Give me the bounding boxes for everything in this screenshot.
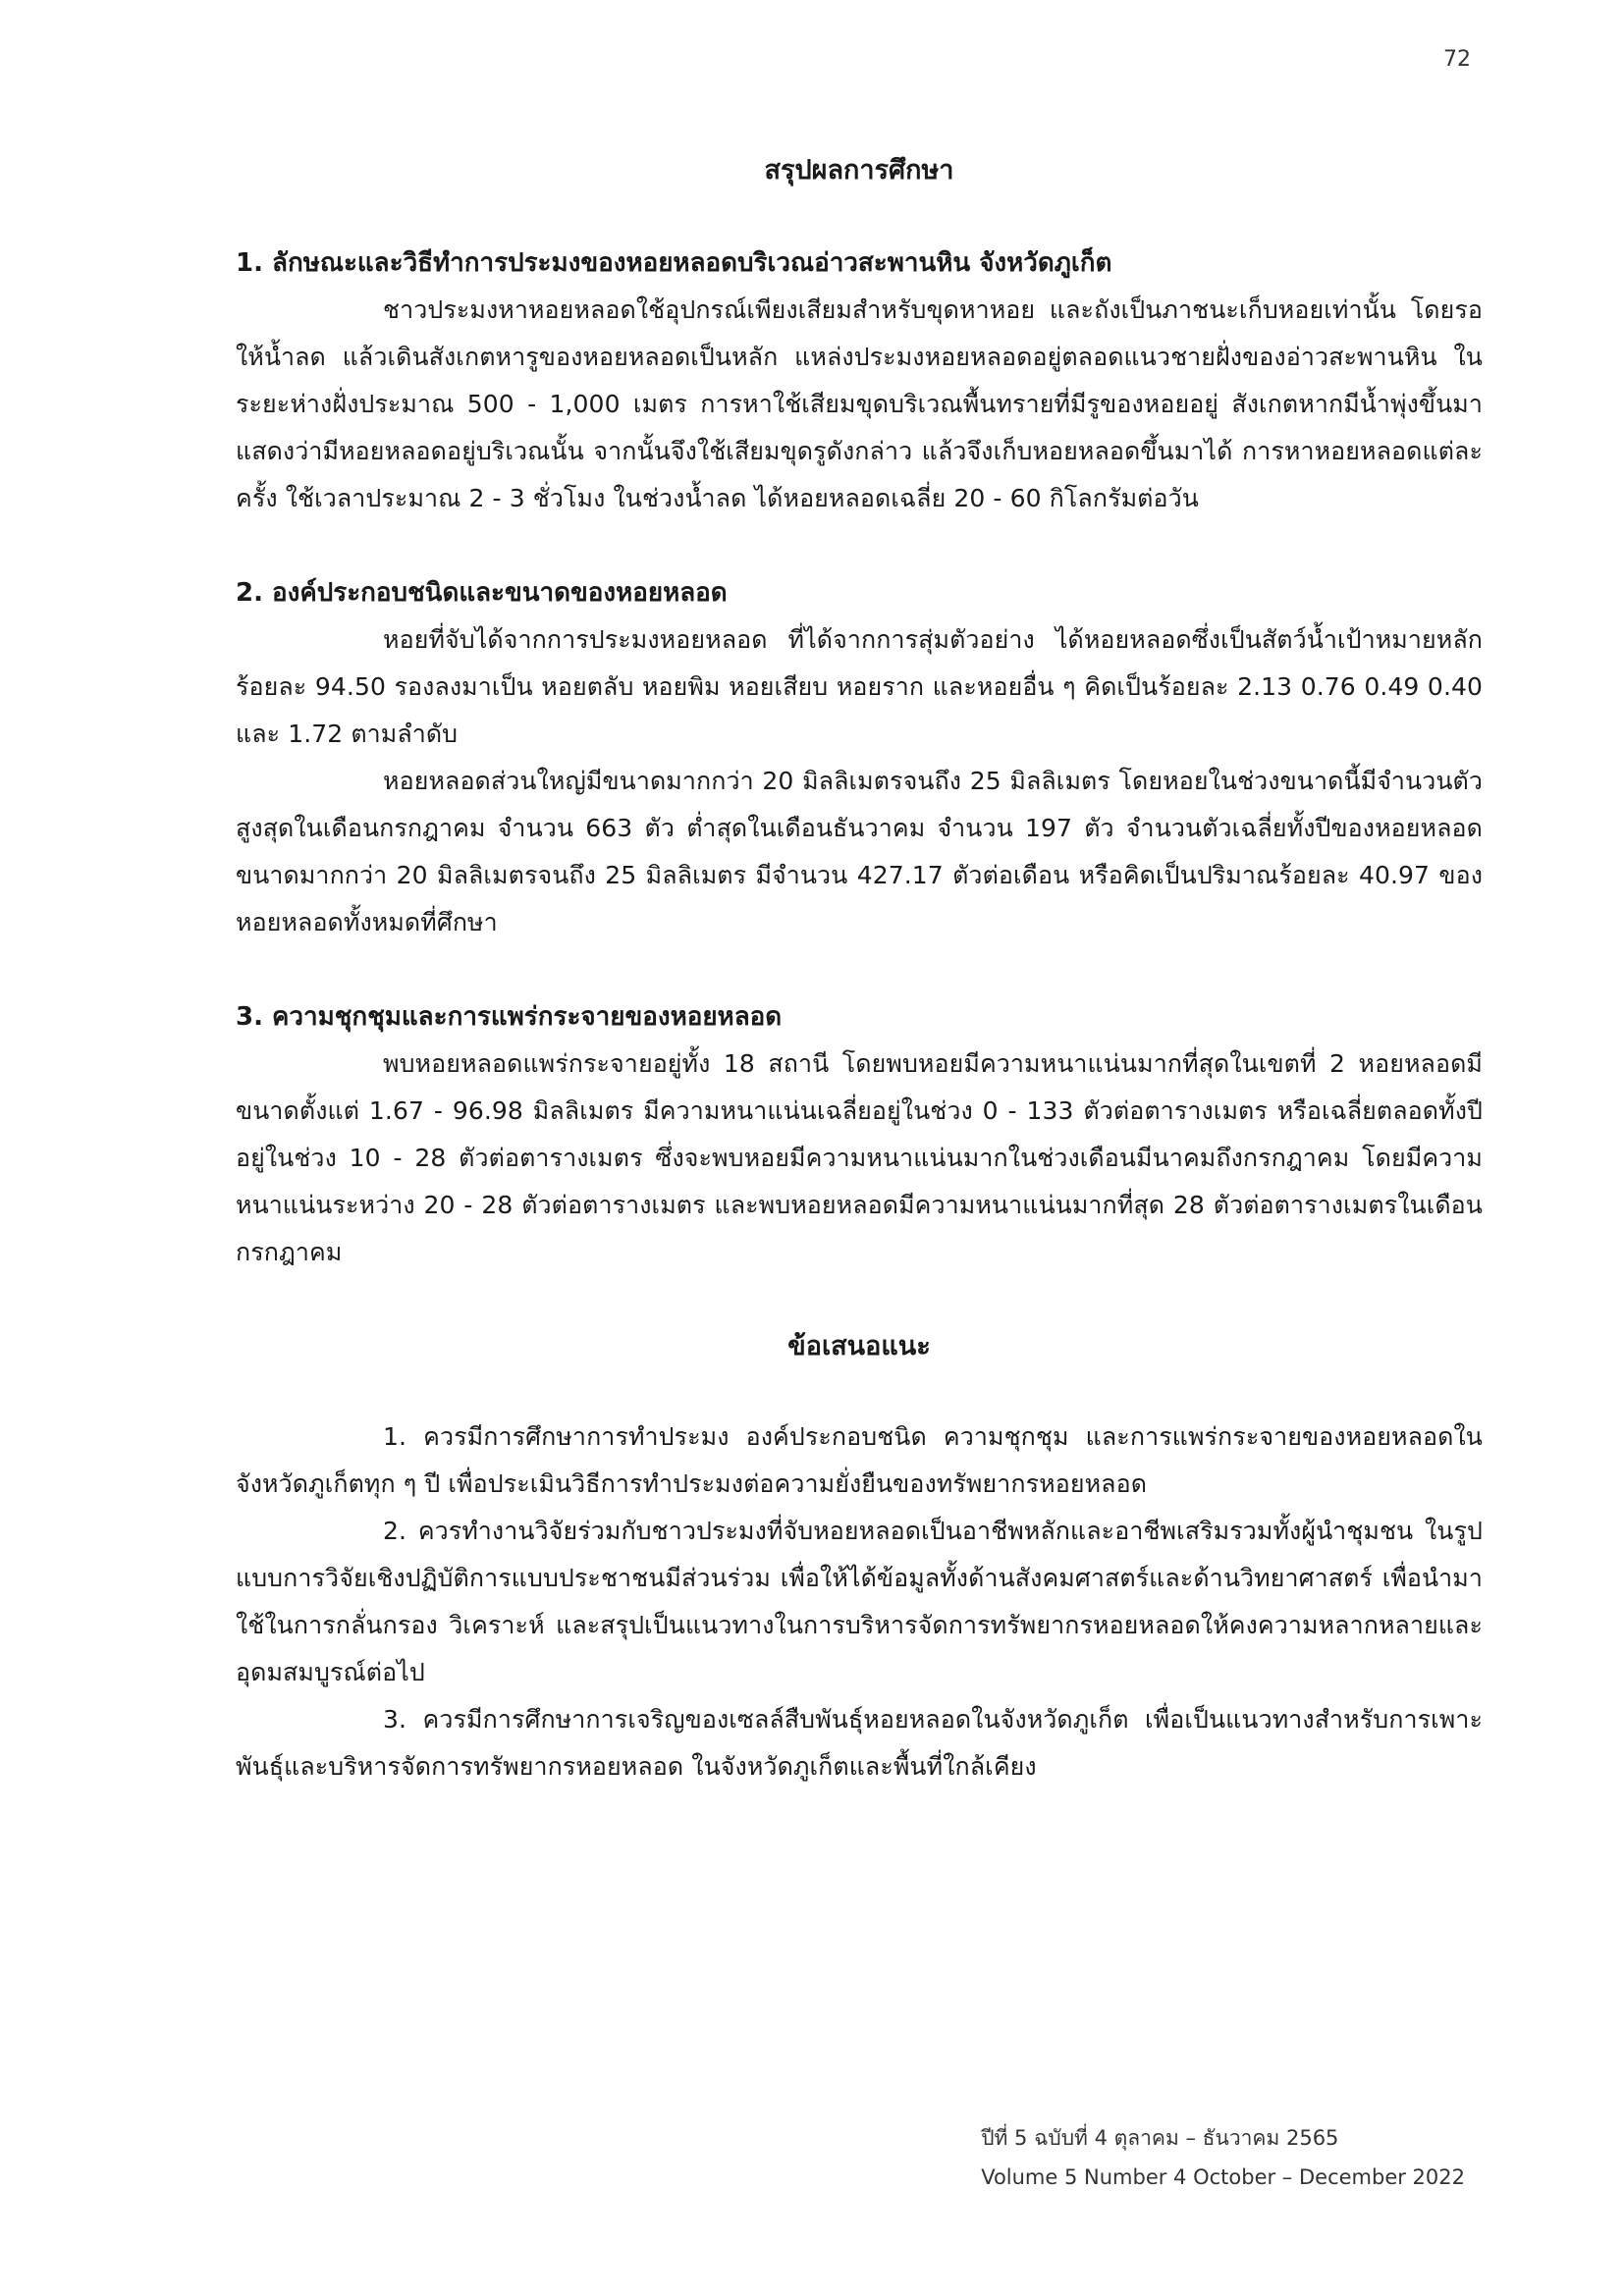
section-2 <box>236 569 1483 946</box>
paragraph: หอยหลอดส่วนใหญ่มีขนาดมากกว่า 20 มิลลิเมตรจนถึง 25 มิลลิเมตร โดยหอยในช่วงขนาดนี้มีจำนวนตัวสูงสุดในเดือนกรกฎาคม จำนวน 663 ตัว ต่ำสุดในเดือนธันวาคม จำนวน 197 ตัว จำนวนตัวเฉลี่ยทั้งปีของหอยหลอดขนาดมากกว่า 20 มิลลิเมตรจนถึง 25 มิลลิเมตร มีจำนวน 427.17 ตัวต่อเดือน หรือคิดเป็นปริมาณร้อยละ 40.97 ของหอยหลอดทั้งหมดที่ศึกษา <box>236 767 1483 936</box>
section-3 <box>236 993 1483 1276</box>
recommendations-list <box>236 1414 1483 1790</box>
recommendations-title: ข้อเสนอแนะ <box>787 1331 931 1362</box>
section-1 <box>236 240 1483 522</box>
footer-line-thai: ปีที่ 5 ฉบับที่ 4 ตุลาคม – ธันวาคม 2565 <box>981 2126 1339 2150</box>
page-number: 72 <box>1443 47 1471 72</box>
section-heading: 3. ความชุกชุมและการแพร่กระจายของหอยหลอด <box>236 1002 783 1032</box>
page-content <box>236 147 1483 1790</box>
section-heading: 2. องค์ประกอบชนิดและขนาดของหอยหลอด <box>236 578 728 608</box>
paragraph: ชาวประมงหาหอยหลอดใช้อุปกรณ์เพียงเสียมสำหรับขุดหาหอย และถังเป็นภาชนะเก็บหอยเท่านั้น โดยรอให้น้ำลด แล้วเดินสังเกตหารูของหอยหลอดเป็นหลัก แหล่งประมงหอยหลอดอยู่ตลอดแนวชายฝั่งของอ่าวสะพานหิน ในระยะห่างฝั่งประมาณ 500 - 1,000 เมตร การหาใช้เสียมขุดบริเวณพื้นทรายที่มีรูของหอยอยู่ สังเกตหากมีน้ำพุ่งขึ้นมา แสดงว่ามีหอยหลอดอยู่บริเวณนั้น จากนั้นจึงใช้เสียมขุดรูดังกล่าว แล้วจึงเก็บหอยหลอดขึ้นมาได้ การหาหอยหลอดแต่ละครั้ง ใช้เวลาประมาณ 2 - 3 ชั่วโมง ในช่วงน้ำลด ได้หอยหลอดเฉลี่ย 20 - 60 กิโลกรัมต่อวัน <box>236 295 1483 512</box>
page-title: สรุปผลการศึกษา <box>764 155 954 186</box>
recommendation-item: 1. ควรมีการศึกษาการทำประมง องค์ประกอบชนิด ความชุกชุม และการแพร่กระจายของหอยหลอดในจังหวัดภูเก็ตทุก ๆ ปี เพื่อประเมินวิธีการทำประมงต่อความยั่งยืนของทรัพยากรหอยหลอด <box>236 1422 1483 1498</box>
section-heading: 1. ลักษณะและวิธีทำการประมงของหอยหลอดบริเวณอ่าวสะพานหิน จังหวัดภูเก็ต <box>236 248 1112 278</box>
recommendation-item: 2. ควรทำงานวิจัยร่วมกับชาวประมงที่จับหอยหลอดเป็นอาชีพหลักและอาชีพเสริมรวมทั้งผู้นำชุมชน ในรูปแบบการวิจัยเชิงปฏิบัติการแบบประชาชนมีส่วนร่วม เพื่อให้ได้ข้อมูลทั้งด้านสังคมศาสตร์และด้านวิทยาศาสตร์ เพื่อนำมาใช้ในการกลั่นกรอง วิเคราะห์ และสรุปเป็นแนวทางในการบริหารจัดการทรัพยากรหอยหลอดให้คงความหลากหลายและอุดมสมบูรณ์ต่อไป <box>236 1517 1483 1686</box>
footer-line-english: Volume 5 Number 4 October – December 2022 <box>981 2165 1465 2189</box>
recommendation-item: 3. ควรมีการศึกษาการเจริญของเซลล์สืบพันธุ์หอยหลอดในจังหวัดภูเก็ต เพื่อเป็นแนวทางสำหรับการเพาะพันธุ์และบริหารจัดการทรัพยากรหอยหลอด ในจังหวัดภูเก็ตและพื้นที่ใกล้เคียง <box>236 1705 1483 1781</box>
journal-footer <box>981 2118 1465 2197</box>
paragraph: พบหอยหลอดแพร่กระจายอยู่ทั้ง 18 สถานี โดยพบหอยมีความหนาแน่นมากที่สุดในเขตที่ 2 หอยหลอดมีขนาดตั้งแต่ 1.67 - 96.98 มิลลิเมตร มีความหนาแน่นเฉลี่ยอยู่ในช่วง 0 - 133 ตัวต่อตารางเมตร หรือเฉลี่ยตลอดทั้งปี อยู่ในช่วง 10 - 28 ตัวต่อตารางเมตร ซึ่งจะพบหอยมีความหนาแน่นมากในช่วงเดือนมีนาคมถึงกรกฎาคม โดยมีความหนาแน่นระหว่าง 20 - 28 ตัวต่อตารางเมตร และพบหอยหลอดมีความหนาแน่นมากที่สุด 28 ตัวต่อตารางเมตรในเดือนกรกฎาคม <box>236 1049 1483 1266</box>
paragraph: หอยที่จับได้จากการประมงหอยหลอด ที่ได้จากการสุ่มตัวอย่าง ได้หอยหลอดซึ่งเป็นสัตว์น้ำเป้าหมายหลัก ร้อยละ 94.50 รองลงมาเป็น หอยตลับ หอยพิม หอยเสียบ หอยราก และหอยอื่น ๆ คิดเป็นร้อยละ 2.13 0.76 0.49 0.40 และ 1.72 ตามลำดับ <box>236 625 1483 748</box>
